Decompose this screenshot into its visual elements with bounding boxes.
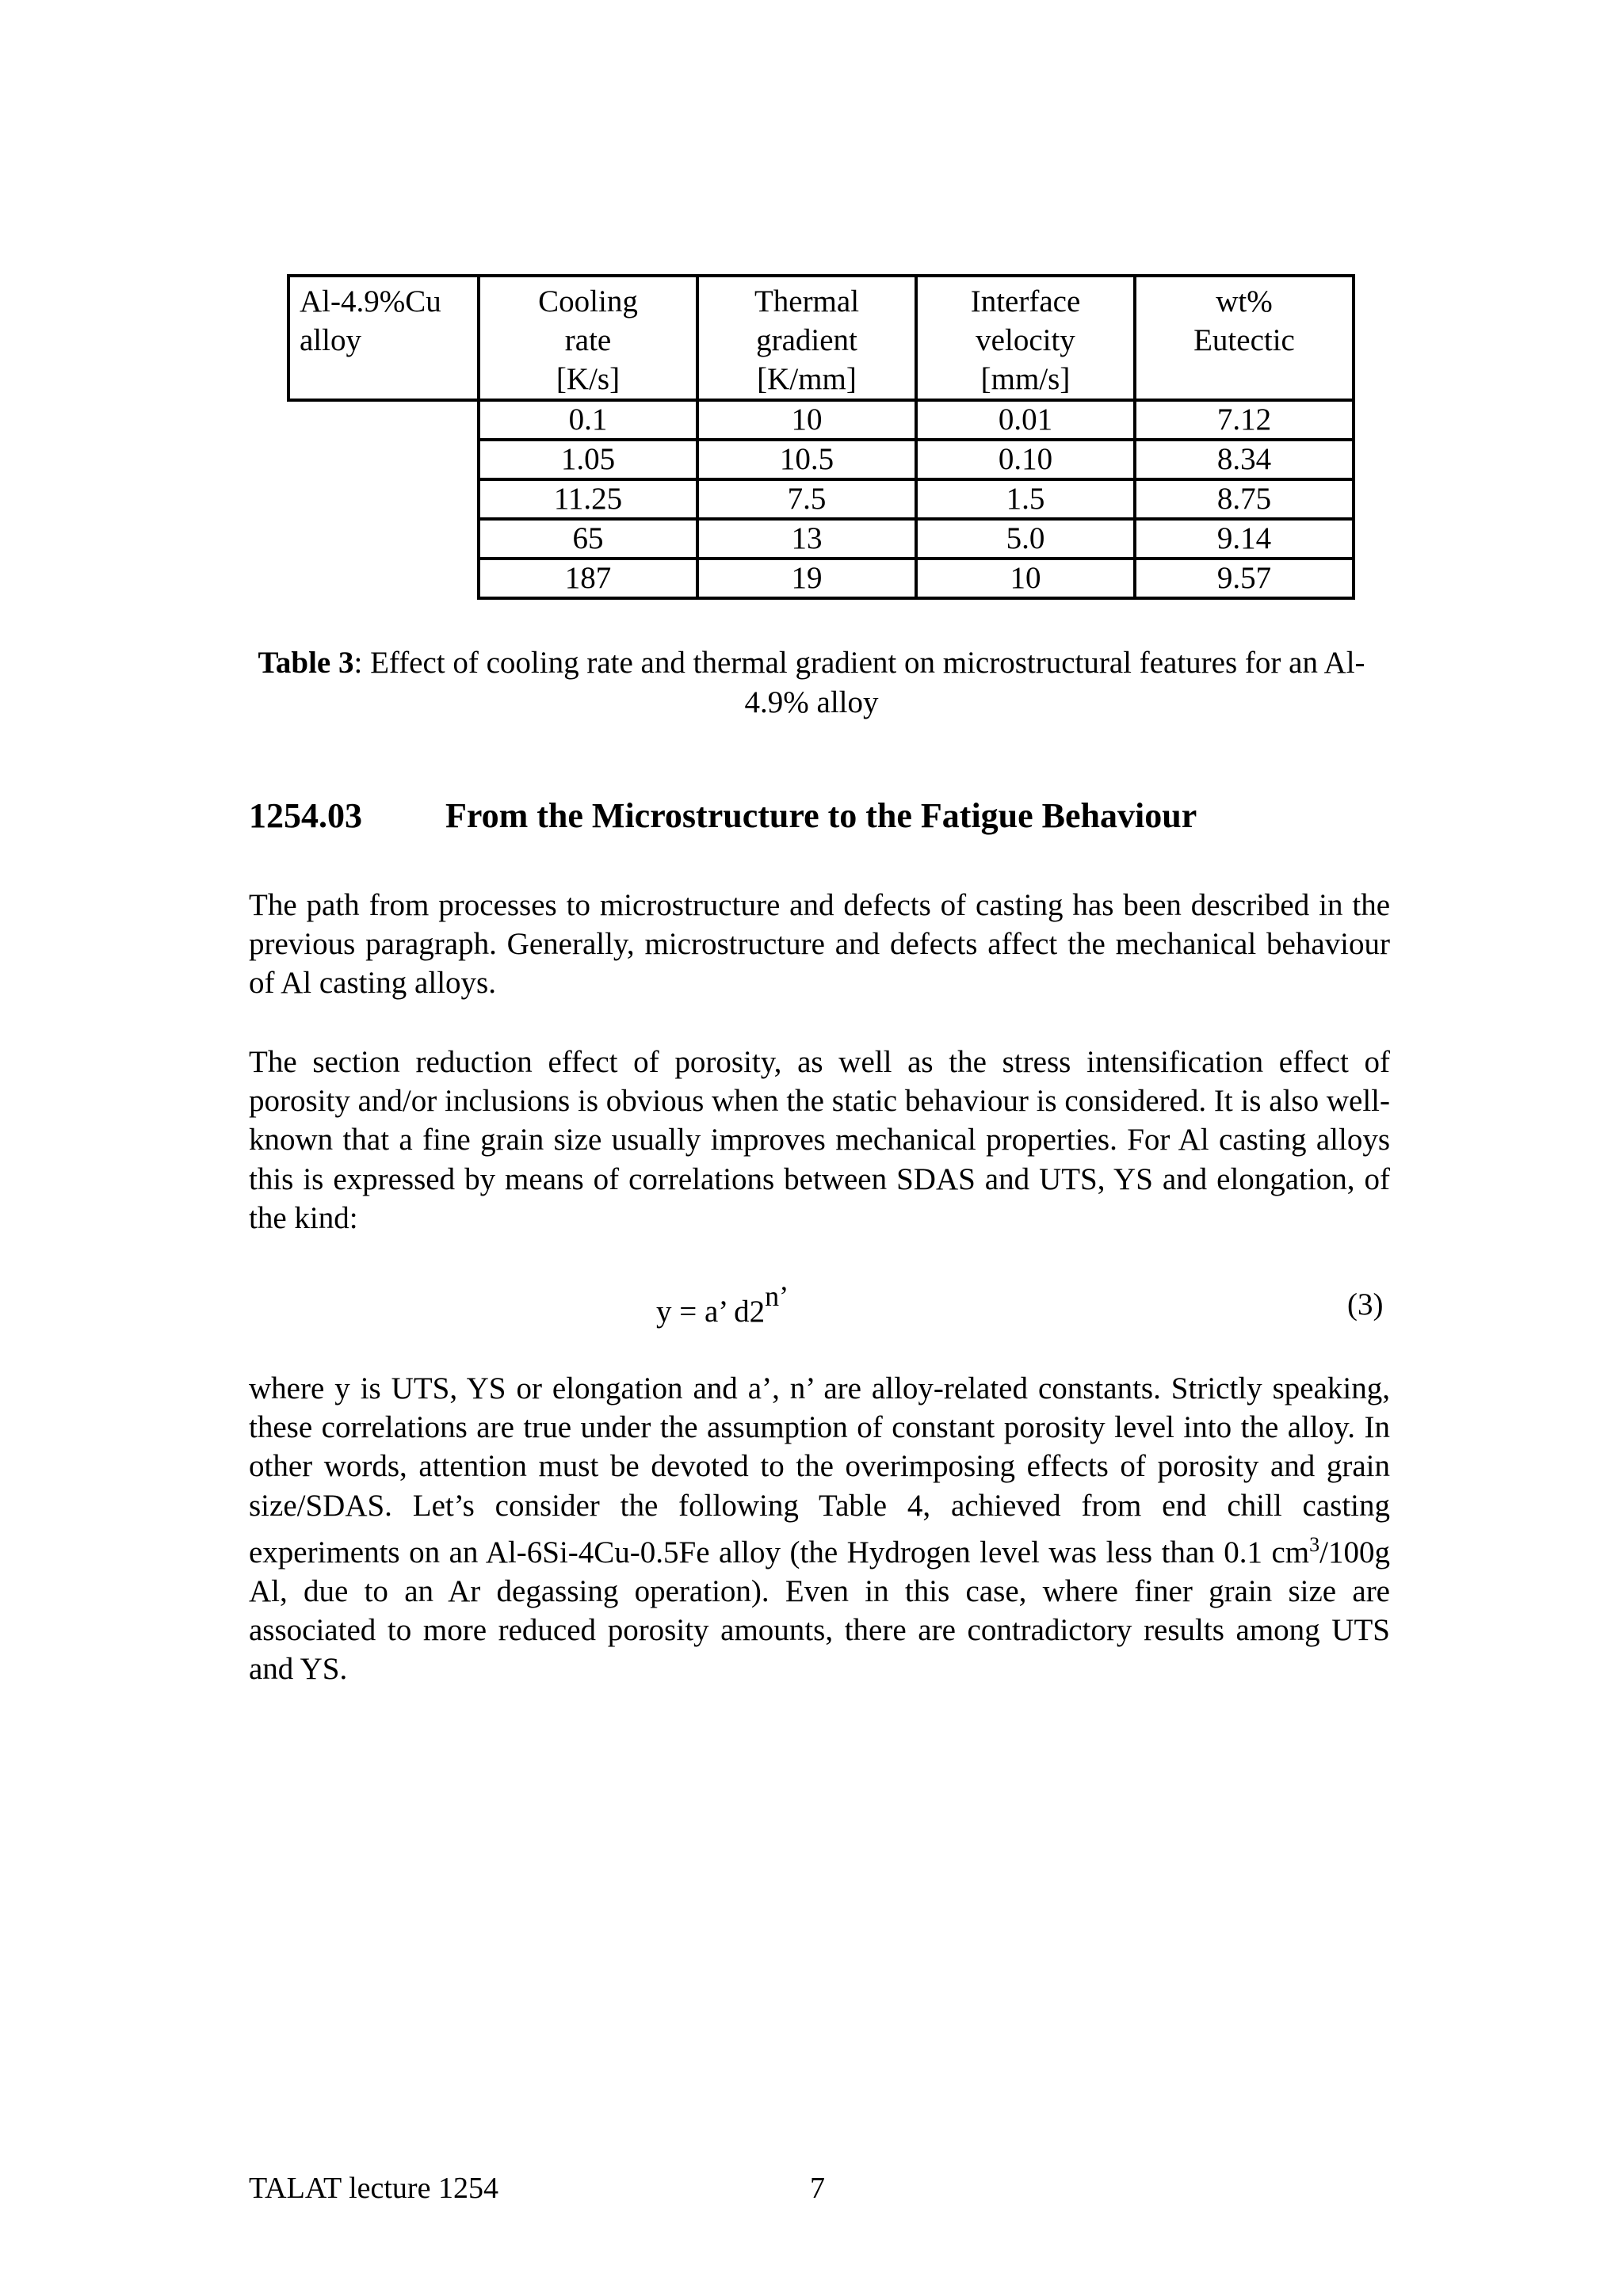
header-thermal-line2: gradient <box>756 323 857 357</box>
header-thermal-line3: [K/mm] <box>757 362 857 396</box>
paragraph-text-b: /100g Al, due to an Ar degassing operation). Even in this case, where finer grain size are associated to more reduced porosity amounts, there are contradictory results among UTS and YS. <box>249 1535 1390 1687</box>
page-number: 7 <box>810 2172 825 2205</box>
header-eutectic <box>1135 276 1354 400</box>
cell-thermal-gradient: 10 <box>697 400 916 440</box>
equation-number: (3) <box>1347 1287 1384 1322</box>
paragraph <box>249 1369 1390 1689</box>
cell-interface-velocity: 0.01 <box>916 400 1135 440</box>
table-row <box>288 440 1354 479</box>
header-thermal-line1: Thermal <box>754 284 860 318</box>
table-row <box>288 519 1354 559</box>
cell-interface-velocity: 1.5 <box>916 479 1135 519</box>
section-title: From the Microstructure to the Fatigue Behaviour <box>445 796 1197 835</box>
paragraph: The path from processes to microstructure and defects of casting has been described in the previous paragraph. Generally, microstructure and defects affect the mechanical behaviour of Al casting alloys. <box>249 888 1390 1001</box>
header-alloy-line1: Al-4.9%Cu <box>300 284 441 318</box>
cell-thermal-gradient: 7.5 <box>697 479 916 519</box>
table-row <box>288 559 1354 598</box>
empty-cell <box>288 519 479 559</box>
empty-cell <box>288 400 479 440</box>
equation-base: y = a’ d2 <box>656 1295 766 1329</box>
equation <box>656 1277 789 1336</box>
empty-cell <box>288 559 479 598</box>
header-alloy <box>288 276 479 400</box>
cell-eutectic: 9.14 <box>1135 519 1354 559</box>
cell-eutectic: 8.75 <box>1135 479 1354 519</box>
cooling-rate-table <box>287 274 1355 600</box>
caption-text: : Effect of cooling rate and thermal gradient on microstructural features for an Al-4.9% alloy <box>353 646 1365 719</box>
section-number: 1254.03 <box>249 796 362 835</box>
cell-interface-velocity: 5.0 <box>916 519 1135 559</box>
cell-cooling-rate: 187 <box>479 559 697 598</box>
cell-interface-velocity: 0.10 <box>916 440 1135 479</box>
cell-eutectic: 7.12 <box>1135 400 1354 440</box>
header-eutectic-line1: wt% <box>1216 284 1273 318</box>
header-cooling-line1: Cooling <box>538 284 638 318</box>
cell-eutectic: 8.34 <box>1135 440 1354 479</box>
header-interface-velocity <box>916 276 1135 400</box>
caption-label: Table 3 <box>258 646 354 680</box>
header-alloy-line2: alloy <box>300 323 361 357</box>
header-velocity-line1: Interface <box>970 284 1081 318</box>
header-cooling-line2: rate <box>564 323 612 357</box>
section-heading <box>249 792 1197 840</box>
header-cooling-line3: [K/s] <box>556 362 621 396</box>
cell-interface-velocity: 10 <box>916 559 1135 598</box>
paragraph: The section reduction effect of porosity, as well as the stress intensification effect of porosity and/or inclusions is obvious when the static behaviour is considered. It is also well-known that a fine grain size usually improves mechanical properties. For Al casting alloys this is expressed by means of correlations between SDAS and UTS, YS and elongation, of the kind: <box>249 1045 1390 1235</box>
header-cooling-rate <box>479 276 697 400</box>
data-table-container <box>287 274 1355 600</box>
cell-eutectic: 9.57 <box>1135 559 1354 598</box>
footer-lecture: TALAT lecture 1254 <box>249 2172 498 2205</box>
header-velocity-line3: [mm/s] <box>980 362 1071 396</box>
cell-cooling-rate: 65 <box>479 519 697 559</box>
cell-cooling-rate: 1.05 <box>479 440 697 479</box>
cell-cooling-rate: 0.1 <box>479 400 697 440</box>
table-row <box>288 400 1354 440</box>
table-row <box>288 479 1354 519</box>
header-velocity-line2: velocity <box>976 323 1075 357</box>
empty-cell <box>288 440 479 479</box>
cell-thermal-gradient: 19 <box>697 559 916 598</box>
empty-cell <box>288 479 479 519</box>
paragraph-text-a: where y is UTS, YS or elongation and a’, n’ are alloy-related constants. Strictly speaking, these correlations are true under the assumption of constant porosity level into the alloy. In other words, attention must be devoted to the overimposing effects of porosity and grain size/SDAS. Let’s consider the following Table 4, achieved from end chill casting experiments on an Al-6Si-4Cu-0.5Fe alloy (the Hydrogen level was less than 0.1 cm <box>249 1371 1390 1569</box>
cell-cooling-rate: 11.25 <box>479 479 697 519</box>
cell-thermal-gradient: 13 <box>697 519 916 559</box>
equation-exponent: n’ <box>765 1280 789 1312</box>
header-eutectic-line2: Eutectic <box>1193 323 1295 357</box>
superscript: 3 <box>1309 1532 1320 1556</box>
table-header-row <box>288 276 1354 400</box>
header-thermal-gradient <box>697 276 916 400</box>
cell-thermal-gradient: 10.5 <box>697 440 916 479</box>
table-caption <box>238 643 1385 723</box>
